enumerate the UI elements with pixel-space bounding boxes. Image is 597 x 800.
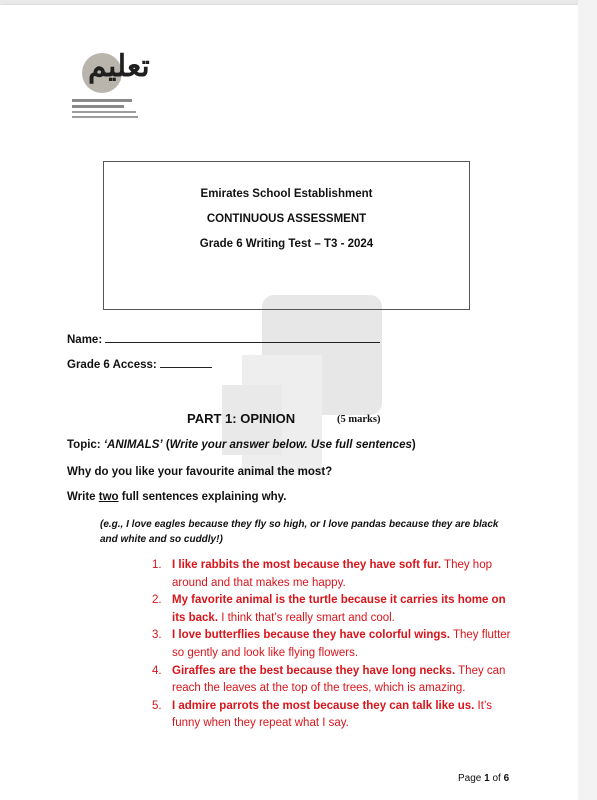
header-line-1: Emirates School Establishment <box>200 188 373 200</box>
example-text: (e.g., I love eagles because they fly so high, or I love pandas because they are black and white and so cuddly!) <box>100 519 499 545</box>
viewer-background <box>578 0 597 800</box>
page-number: Page 1 of 6 <box>458 773 510 784</box>
title-box <box>103 161 470 310</box>
part-title: PART 1: OPINION <box>187 411 296 426</box>
access-label: Grade 6 Access: <box>67 359 157 371</box>
part-marks: (5 marks) <box>337 414 381 425</box>
answer-item: 3. I love butterflies because they have colorful wings. They flutter so gently and look like flying flowers. <box>152 629 511 659</box>
question-1: Why do you like your favourite animal the most? <box>67 466 333 478</box>
watermark <box>222 295 412 495</box>
question-2-underlined: two <box>98 491 119 503</box>
question-2-before: Write <box>67 491 99 503</box>
school-logo <box>70 45 150 135</box>
answer-item: 5. I admire parrots the most because they can talk like us. It’s funny when they repeat what I say. <box>152 699 492 730</box>
answer-item: 2. My favorite animal is the turtle because it carries its home on its back. I think that’s really smart and cool. <box>152 594 506 624</box>
logo-org-lines <box>72 99 142 121</box>
answer-item: 1. I like rabbits the most because they have soft fur. They hop around and that makes me happy. <box>152 559 492 589</box>
header-line-2: CONTINUOUS ASSESSMENT <box>206 213 367 225</box>
logo-glyph: تعليم <box>88 49 150 84</box>
topic-close: ) <box>411 439 416 451</box>
answer-item: 4. Giraffes are the best because they have long necks. They can reach the leaves at the top of the trees, which is amazing. <box>152 664 506 695</box>
name-label: Name: <box>67 334 103 346</box>
answer-list <box>150 557 520 733</box>
question-2 <box>67 491 286 503</box>
topic-open: ( <box>162 439 170 451</box>
topic-subject: ‘ANIMALS’ <box>103 439 163 451</box>
topic-instruction: Write your answer below. Use full sentences <box>169 439 412 451</box>
access-field <box>67 357 212 371</box>
access-blank[interactable] <box>160 357 212 368</box>
question-2-after: full sentences explaining why. <box>118 491 287 503</box>
name-field <box>67 332 380 346</box>
topic-line <box>67 439 416 451</box>
document-page <box>0 5 578 800</box>
topic-prefix: Topic: <box>67 439 104 451</box>
header-line-3: Grade 6 Writing Test – T3 - 2024 <box>199 238 374 250</box>
name-blank[interactable] <box>105 332 380 343</box>
